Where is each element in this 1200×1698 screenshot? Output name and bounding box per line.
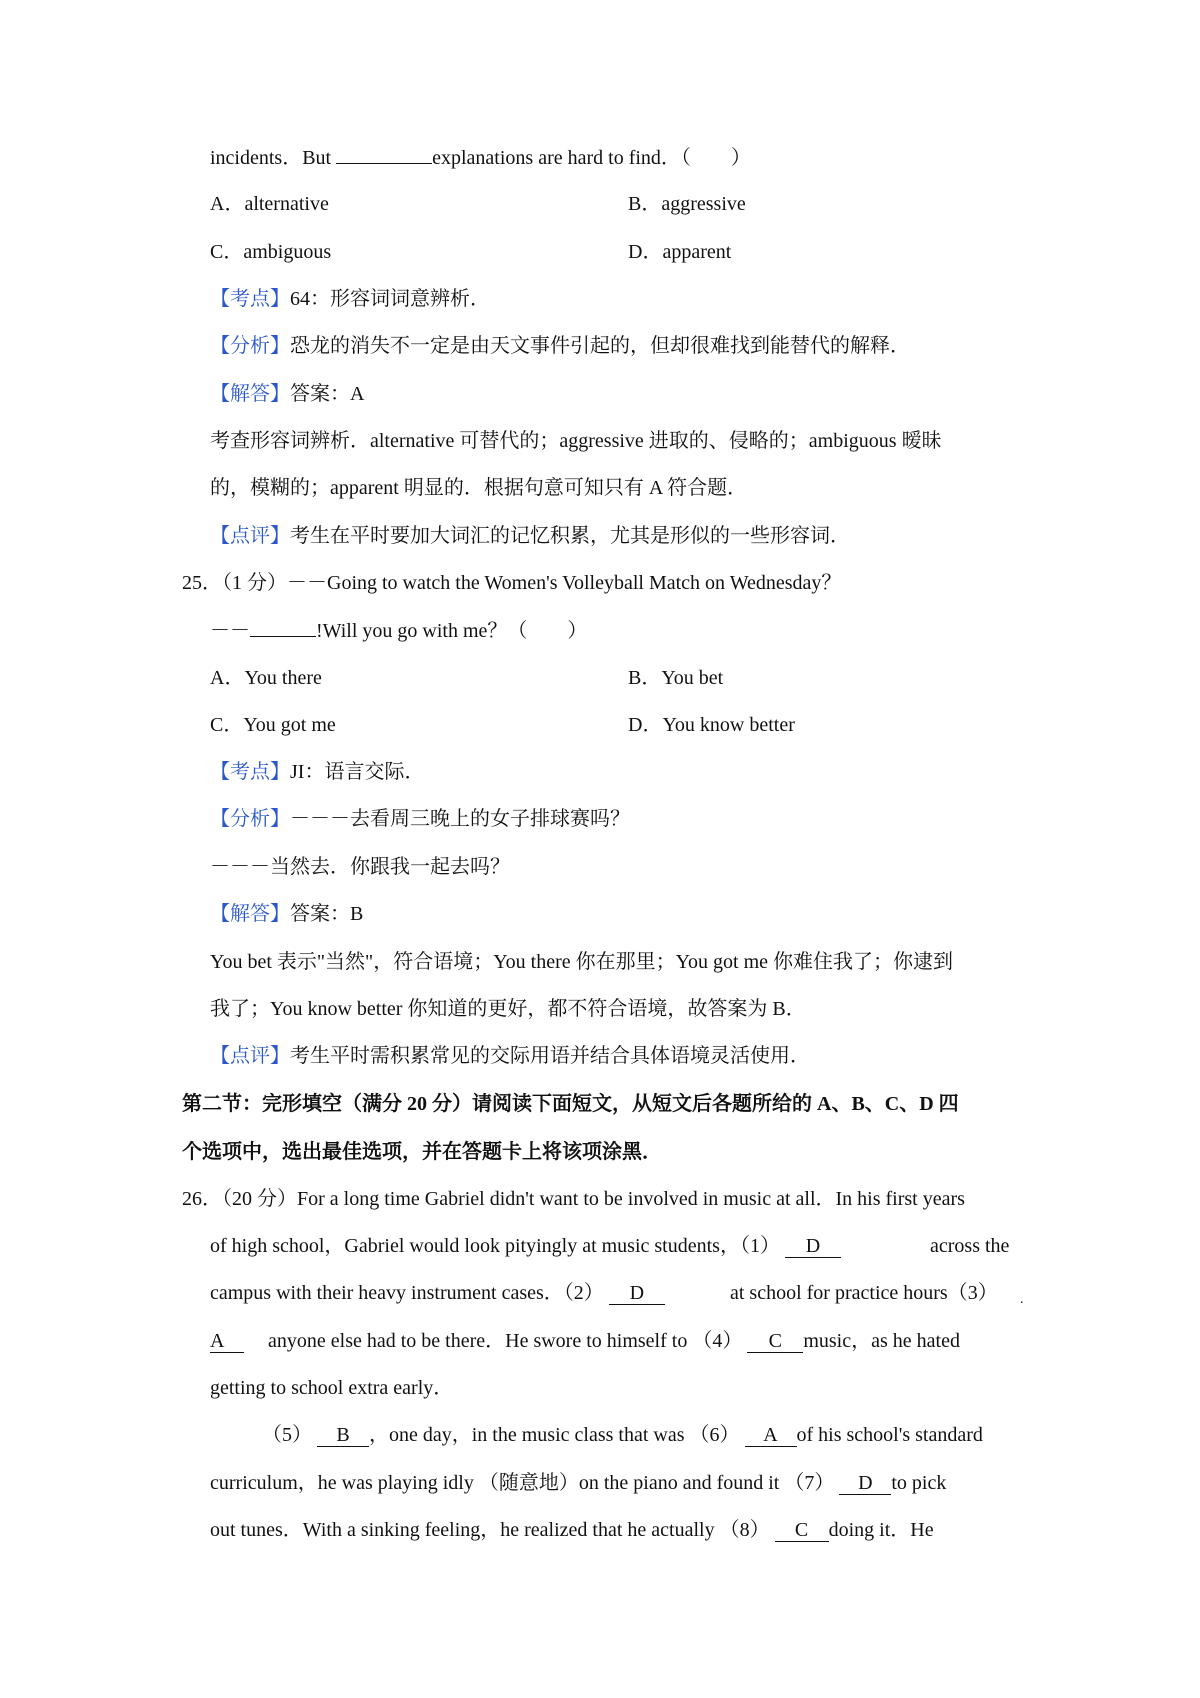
section-heading-line-2: 个选项中，选出最佳选项，并在答题卡上将该项涂黑． [182,1141,662,1163]
kaodian-tag: 【考点】 [210,288,290,310]
q24-stem-end: explanations are hard to find．（ ） [432,147,751,169]
fenxi-text: －－－去看周三晚上的女子排球赛吗？ [290,808,630,830]
q24-option-d: D．apparent [628,241,732,263]
q26-line-4 [210,1327,244,1355]
q26-line-8 [210,1516,934,1544]
answer-3: A [210,1330,244,1353]
q24-stem-start: incidents．But [210,147,337,169]
q25-option-c: C．You got me [210,714,336,736]
q26-text: of high school，Gabriel would look pityingly at music students，（1） [210,1235,780,1257]
q26-text: curriculum，he was playing idly （随意地）on the piano and found it （7） [210,1472,835,1494]
dianping-text: 考生在平时要加大词汇的记忆积累，尤其是形似的一些形容词． [290,525,850,547]
kaodian-text: 64：形容词词意辨析． [290,288,490,310]
q26-line-1: 26．（20 分）For a long time Gabriel didn't want to be involved in music at all．In his first years [182,1188,965,1210]
q25-fenxi [210,805,630,833]
q26-line-4-text [268,1327,960,1355]
q24-fenxi [210,332,910,360]
q26-line-2 [210,1232,841,1260]
q24-blank [336,143,432,164]
q25-kaodian [210,758,424,786]
q25-option-d: D．You know better [628,714,795,736]
answer-6: A [745,1424,797,1447]
answer-5: B [317,1424,369,1447]
jieda-text: 答案：A [290,383,365,405]
fenxi-tag: 【分析】 [210,808,290,830]
q24-jieda [210,380,364,408]
jieda-tag: 【解答】 [210,903,290,925]
q25-option-b: B．You bet [628,667,724,689]
q24-option-a: A．alternative [210,193,329,215]
q25-stem-2 [210,616,587,645]
q25-stem-1: 25．（1 分）－－Going to watch the Women's Volleyball Match on Wednesday？ [182,572,842,594]
fenxi-tag: 【分析】 [210,335,290,357]
q26-text: across the [930,1235,1010,1257]
fenxi-text: 恐龙的消失不一定是由天文事件引起的，但却很难找到能替代的解释． [290,335,910,357]
q26-text: ，one day，in the music class that was （6） [369,1424,740,1446]
q26-text: at school for practice hours（3） [730,1282,998,1304]
answer-4: C [747,1330,803,1353]
q26-text: campus with their heavy instrument cases．（2） [210,1282,604,1304]
q24-explanation-line-1: 考查形容词辨析．alternative 可替代的；aggressive 进取的、侵略的；ambiguous 暧昧 [210,430,942,452]
q26-line-7 [210,1469,946,1497]
q25-stem-end: !Will you go with me？（ ） [316,620,588,642]
q24-dianping [210,522,850,550]
answer-8: C [775,1519,829,1542]
answer-1: D [785,1235,841,1258]
dianping-text: 考生平时需积累常见的交际用语并结合具体语境灵活使用． [290,1045,810,1067]
q25-blank [250,616,316,637]
jieda-text: 答案：B [290,903,364,925]
q25-dianping [210,1042,810,1070]
q26-line-6 [262,1421,983,1449]
q24-option-c: C．ambiguous [210,241,332,263]
q25-option-a: A．You there [210,667,322,689]
q24-explanation-line-2: 的，模糊的；apparent 明显的．根据句意可知只有 A 符合题． [210,477,748,499]
q26-text: music，as he hated [803,1330,960,1352]
dianping-tag: 【点评】 [210,1045,290,1067]
jieda-tag: 【解答】 [210,383,290,405]
q26-text: doing it．He [828,1519,934,1541]
section-heading-line-1: 第二节：完形填空（满分 20 分）请阅读下面短文，从短文后各题所给的 A、B、C、D 四 [182,1093,959,1115]
q24-option-b: B．aggressive [628,193,746,215]
q26-text: out tunes．With a sinking feeling，he realized that he actually （8） [210,1519,770,1541]
q26-text: anyone else had to be there．He swore to himself to （4） [268,1330,743,1352]
q24-stem [210,143,751,172]
q26-text: （5） [262,1424,312,1446]
dianping-tag: 【点评】 [210,525,290,547]
q25-explanation-line-2: 我了；You know better 你知道的更好，都不符合语境，故答案为 B． [210,998,806,1020]
q26-line-5: getting to school extra early． [210,1377,454,1399]
q26-text: of his school's standard [796,1424,983,1446]
answer-7: D [839,1472,891,1495]
q26-text: to pick [891,1472,947,1494]
q26-line-3 [210,1279,665,1307]
kaodian-text: JI：语言交际． [290,761,425,783]
q25-jieda [210,900,363,928]
kaodian-tag: 【考点】 [210,761,290,783]
answer-2: D [609,1282,665,1305]
q25-dash: －－ [210,620,250,642]
q25-fenxi-line-2: －－－当然去．你跟我一起去吗？ [210,856,510,878]
q26-mark: . [1020,1292,1024,1307]
q24-kaodian [210,285,490,313]
q25-explanation-line-1: You bet 表示"当然"，符合语境；You there 你在那里；You got me 你难住我了；你逮到 [210,951,954,973]
